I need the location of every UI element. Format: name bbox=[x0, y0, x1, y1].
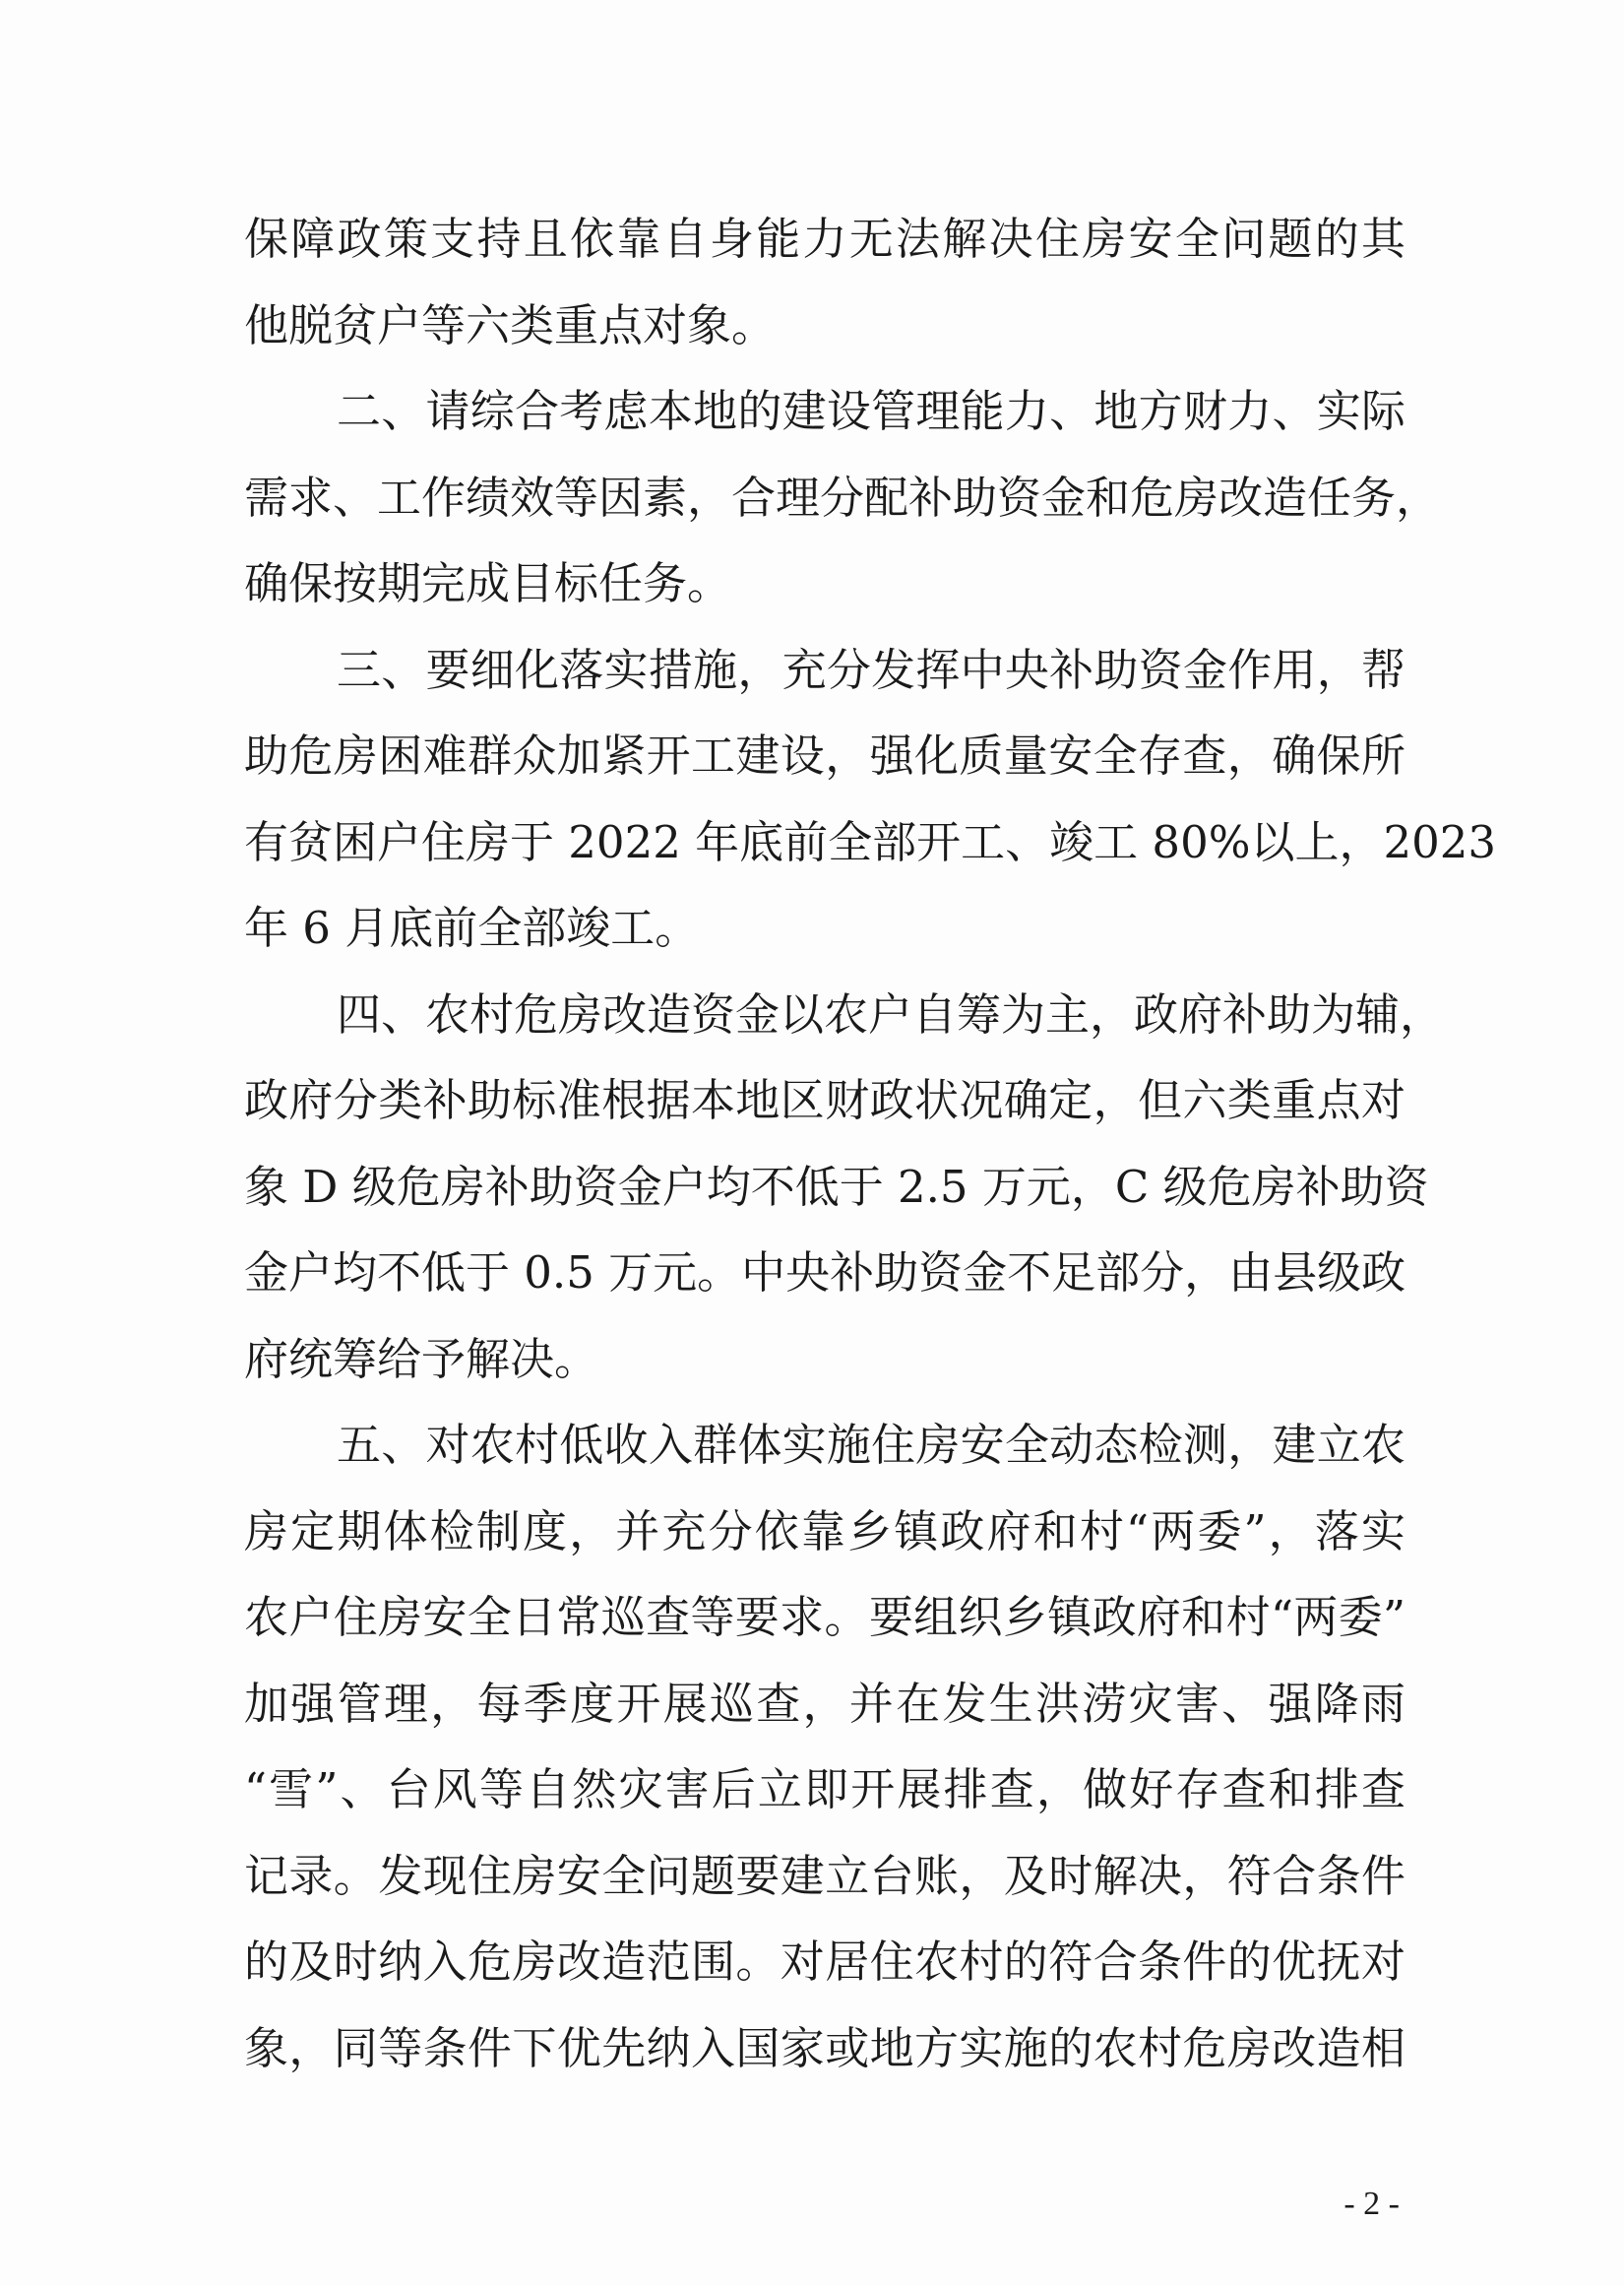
text-line: 农户住房安全日常巡查等要求。要组织乡镇政府和村“两委” bbox=[244, 1591, 1405, 1643]
text-line: 助危房困难群众加紧开工建设，强化质量安全存查，确保所 bbox=[244, 730, 1405, 782]
paragraph-start-line: 二、请综合考虑本地的建设管理能力、地方财力、实际 bbox=[337, 385, 1405, 437]
text-line: 需求、工作绩效等因素，合理分配补助资金和危房改造任务， bbox=[244, 471, 1441, 524]
text-line: 的及时纳入危房改造范围。对居住农村的符合条件的优抚对 bbox=[244, 1936, 1405, 1988]
text-line: “雪”、台风等自然灾害后立即开展排查，做好存查和排查 bbox=[244, 1763, 1405, 1815]
text-line: 记录。发现住房安全问题要建立台账，及时解决，符合条件 bbox=[244, 1849, 1405, 1902]
text-line: 确保按期完成目标任务。 bbox=[244, 557, 732, 609]
text-line: 政府分类补助标准根据本地区财政状况确定，但六类重点对 bbox=[244, 1074, 1405, 1126]
text-line: 保障政策支持且依靠自身能力无法解决住房安全问题的其 bbox=[244, 213, 1405, 265]
paragraph-start-line: 四、农村危房改造资金以农户自筹为主，政府补助为辅， bbox=[337, 987, 1445, 1041]
page-number: - 2 - bbox=[1343, 2186, 1400, 2222]
paragraph-start-line: 五、对农村低收入群体实施住房安全动态检测，建立农 bbox=[337, 1419, 1405, 1471]
paragraph-start-line: 三、要细化落实措施，充分发挥中央补助资金作用，帮 bbox=[337, 643, 1405, 696]
text-line: 年 6 月底前全部竣工。 bbox=[244, 902, 700, 954]
body-text bbox=[244, 205, 1496, 2100]
text-line: 金户均不低于 0.5 万元。中央补助资金不足部分，由县级政 bbox=[244, 1246, 1406, 1299]
text-line: 府统筹给予解决。 bbox=[244, 1332, 599, 1385]
text-line: 象 D 级危房补助资金户均不低于 2.5 万元，C 级危房补助资 bbox=[244, 1160, 1429, 1213]
text-line: 他脱贫户等六类重点对象。 bbox=[244, 298, 777, 351]
text-line: 象，同等条件下优先纳入国家或地方实施的农村危房改造相 bbox=[244, 2021, 1405, 2074]
text-line: 加强管理，每季度开展巡查，并在发生洪涝灾害、强降雨 bbox=[244, 1677, 1405, 1730]
text-line: 房定期体检制度，并充分依靠乡镇政府和村“两委”，落实 bbox=[244, 1504, 1405, 1557]
text-line: 有贫困户住房于 2022 年底前全部开工、竣工 80%以上，2023 bbox=[244, 815, 1496, 868]
